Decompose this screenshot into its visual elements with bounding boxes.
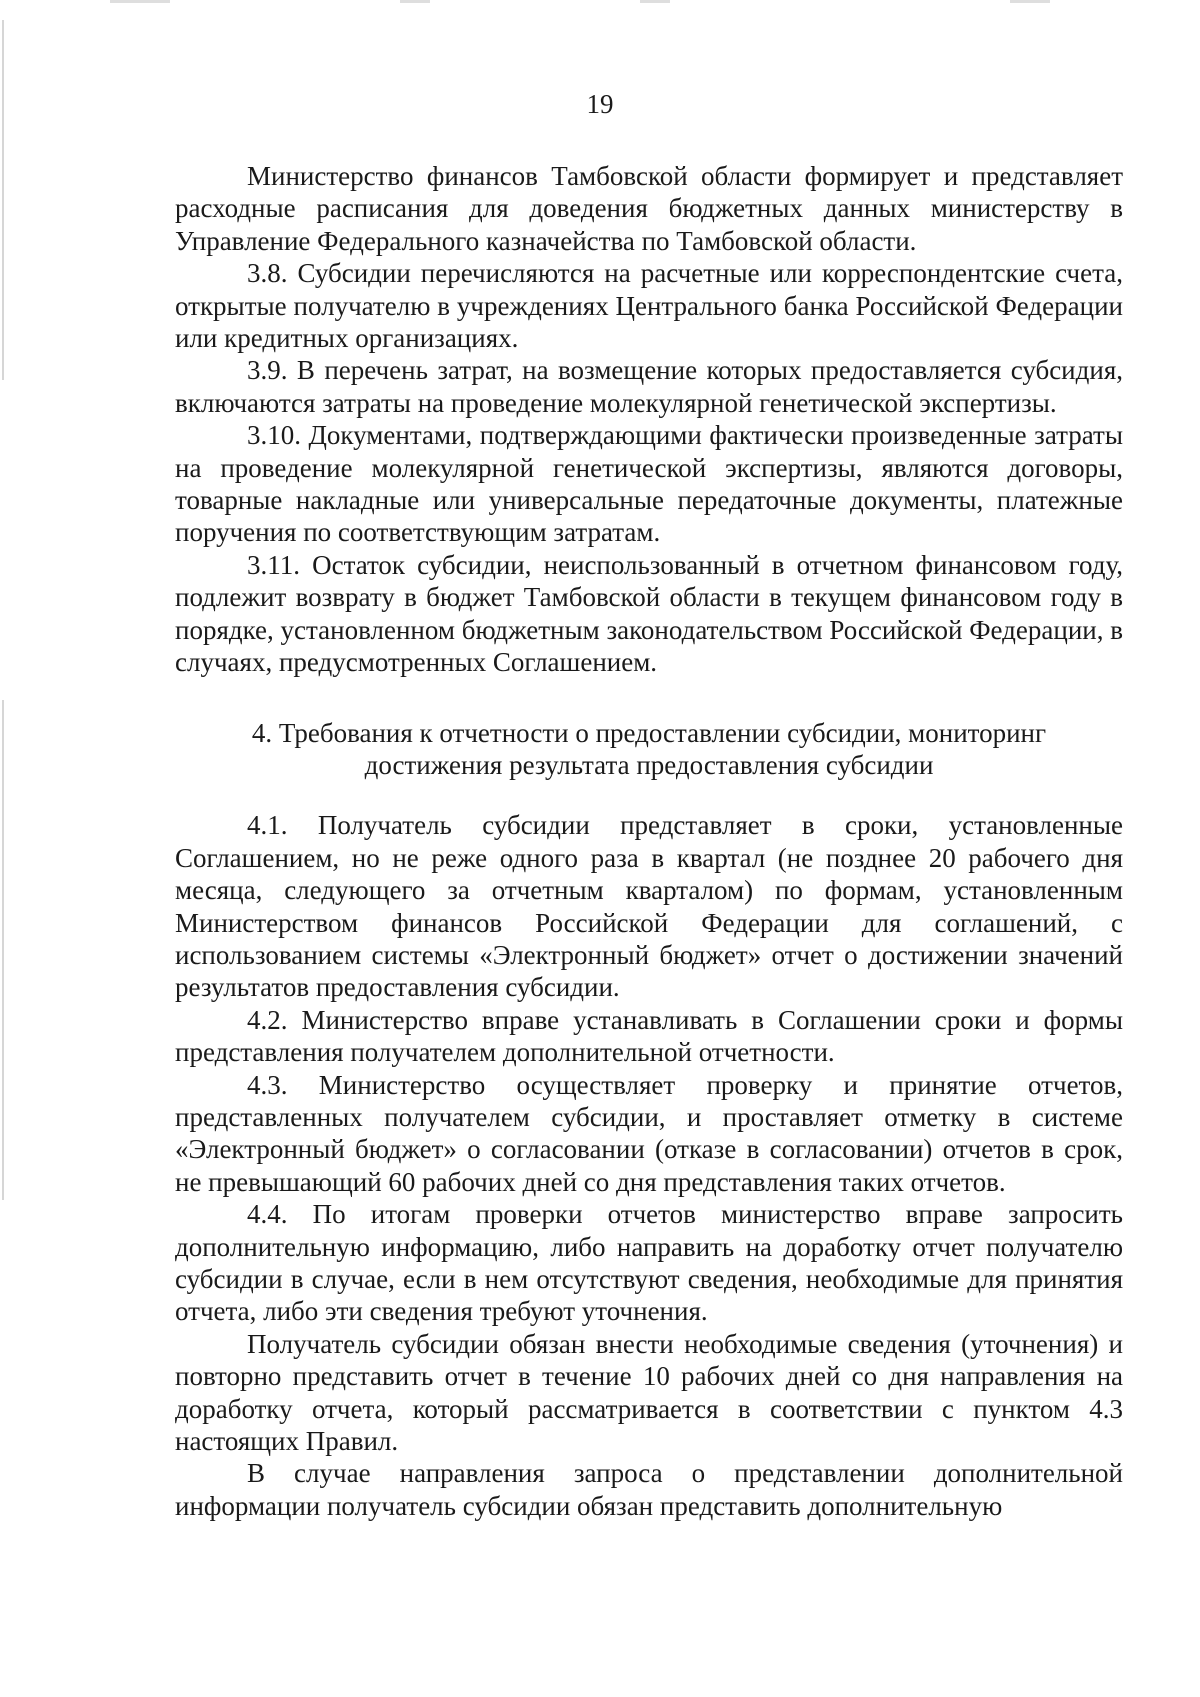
scan-artifact <box>110 0 170 3</box>
paragraph: 3.9. В перечень затрат, на возмещение которых предоставляется субсидия, включаются затраты на проведение молекулярной генетической экспертизы. <box>175 355 1123 418</box>
paragraph: 3.10. Документами, подтверждающими фактически произведенные затраты на проведение молекулярной генетической экспертизы, являются договоры, товарные накладные или универсальные передаточные документы, платежные поручения по соответствующим затратам. <box>175 420 1123 548</box>
scan-artifact <box>400 0 430 3</box>
document-body <box>175 160 1123 1522</box>
paragraph: 3.8. Субсидии перечисляются на расчетные или корреспондентские счета, открытые получателю в учреждениях Центрального банка Российской Федерации или кредитных организациях. <box>175 258 1123 354</box>
section-heading <box>175 717 1123 782</box>
page-number: 19 <box>586 89 614 119</box>
section-heading-line: 4. Требования к отчетности о предоставлении субсидии, мониторинг <box>251 717 1047 748</box>
section-heading-line: достижения результата предоставления субсидии <box>364 749 934 780</box>
paragraph: 4.4. По итогам проверки отчетов министерство вправе запросить дополнительную информацию, либо направить на доработку отчет получателю субсидии в случае, если в нем отсутствуют сведения, необходимые для принятия отчета, либо эти сведения требуют уточнения. <box>175 1199 1123 1327</box>
paragraph: 4.3. Министерство осуществляет проверку и принятие отчетов, представленных получателем субсидии, и проставляет отметку в системе «Электронный бюджет» о согласовании (отказе в согласовании) отчетов в срок, не превышающий 60 рабочих дней со дня представления таких отчетов. <box>175 1069 1123 1197</box>
scan-artifact <box>2 20 4 380</box>
scan-artifact <box>640 0 670 3</box>
scan-artifact <box>1010 0 1050 3</box>
paragraph: Министерство финансов Тамбовской области формирует и представляет расходные расписания для доведения бюджетных данных министерству в Управление Федерального казначейства по Тамбовской области. <box>175 161 1123 256</box>
paragraph: В случае направления запроса о представлении дополнительной информации получатель субсидии обязан представить дополнительную <box>175 1458 1123 1521</box>
paragraph: 3.11. Остаток субсидии, неиспользованный в отчетном финансовом году, подлежит возврату в бюджет Тамбовской области в текущем финансовом году в порядке, установленном бюджетным законодательством Российской Федерации, в случаях, предусмотренных Соглашением. <box>175 549 1123 678</box>
paragraph: 4.1. Получатель субсидии представляет в сроки, установленные Соглашением, но не реже одного раза в квартал (не позднее 20 рабочего дня месяца, следующего за отчетным кварталом) по формам, установленным Министерством финансов Российской Федерации для соглашений, с использованием системы «Электронный бюджет» отчет о достижении значений результатов предоставления субсидии. <box>175 810 1123 1003</box>
scan-artifact <box>2 700 4 1200</box>
paragraph: Получатель субсидии обязан внести необходимые сведения (уточнения) и повторно представить отчет в течение 10 рабочих дней со дня направления на доработку отчета, который рассматривается в соответствии с пунктом 4.3 настоящих Правил. <box>175 1328 1123 1457</box>
paragraph: 4.2. Министерство вправе устанавливать в Соглашении сроки и формы представления получателем дополнительной отчетности. <box>175 1004 1123 1068</box>
